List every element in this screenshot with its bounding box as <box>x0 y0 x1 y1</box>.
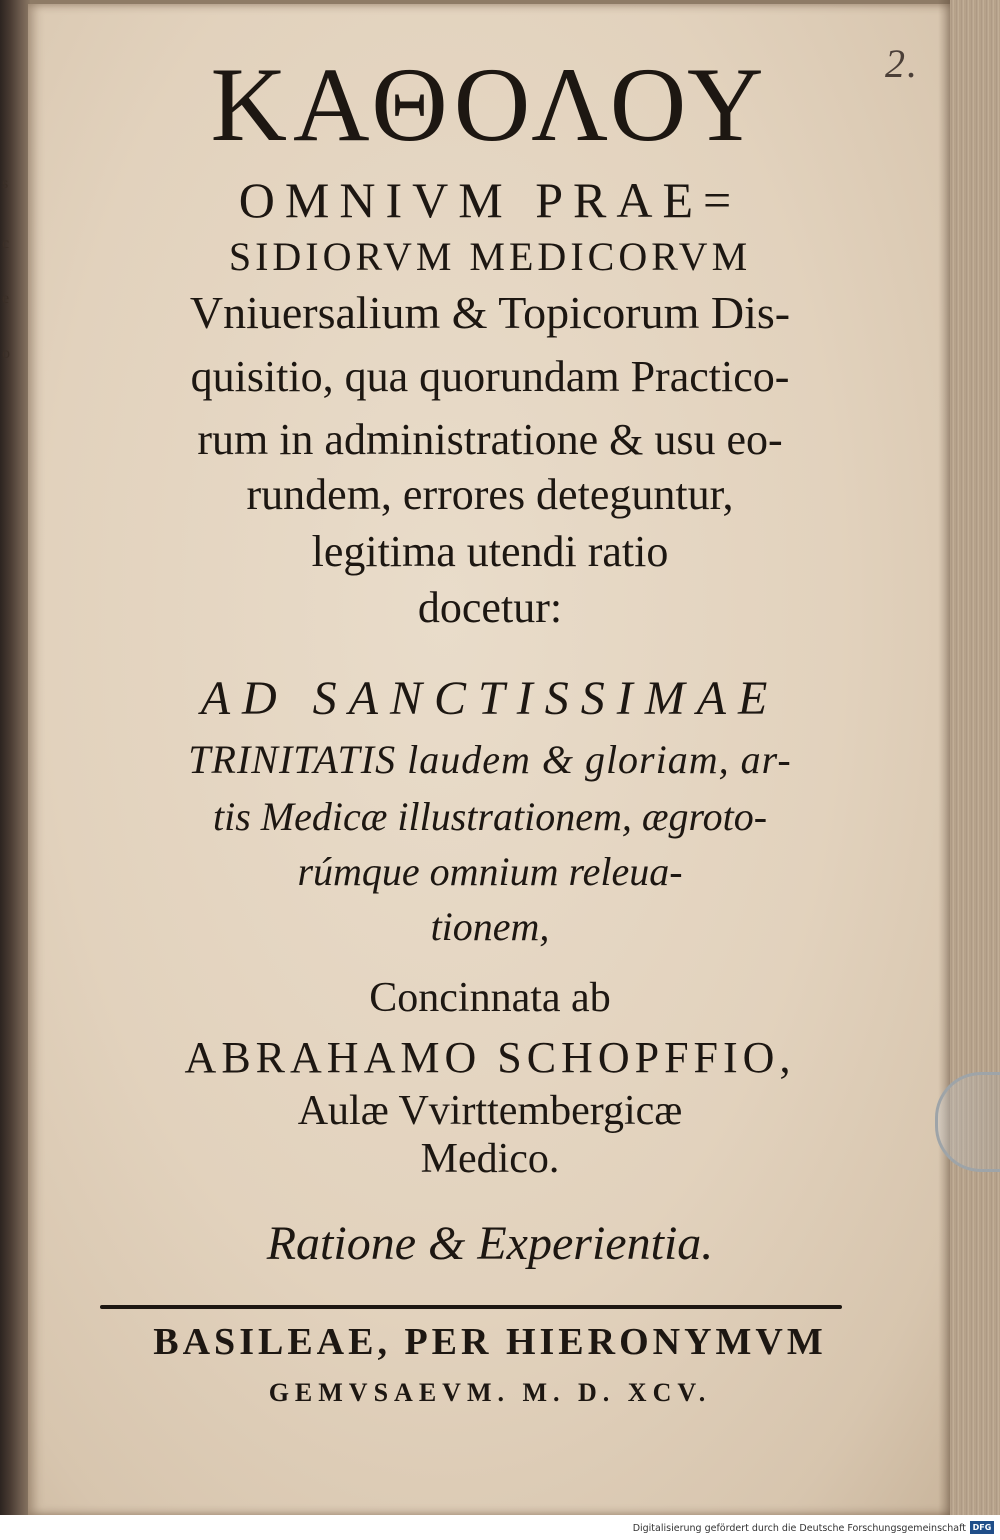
author-name: ABRAHAMO SCHOPFFIO, <box>184 1033 796 1082</box>
digitization-footer <box>0 1515 1000 1540</box>
title-line-7: legitima utendi ratio <box>311 527 669 576</box>
imprint-line-1: BASILEAE, PER HIERONYMVM <box>153 1321 827 1363</box>
dedication-line-1: AD SANCTISSIMAE <box>200 672 780 725</box>
dedication-line-2: TRINITATIS laudem & gloriam, ar- <box>188 737 792 782</box>
title-line-2: SIDIORVM MEDICORVM <box>228 234 752 279</box>
title-line-8: docetur: <box>417 583 563 632</box>
binding-scrap: o <box>2 345 10 362</box>
right-page-edges <box>950 0 1000 1515</box>
binding-scrap: s <box>2 175 9 192</box>
author-line-1: Concinnata ab <box>369 975 611 1021</box>
dedication-line-3: tis Medicæ illustrationem, ægroto- <box>212 794 768 839</box>
title-line-3: Vniuersalium & Topicorum Dis- <box>189 287 791 338</box>
title-line-6: rundem, errores deteguntur, <box>246 470 734 519</box>
title-line-5: rum in administratione & usu eo- <box>197 415 783 464</box>
binding-scrap: c <box>2 235 10 252</box>
dedication-line-4: rúmque omnium releua- <box>297 849 683 894</box>
author-line-3: Aulæ Vvirttembergicæ <box>297 1088 683 1134</box>
title-line-4: quisitio, qua quorundam Practico- <box>190 352 790 401</box>
folio-number: 2. <box>885 41 919 86</box>
imprint-line-2: GEMVSAEVM. M. D. XCV. <box>268 1378 712 1407</box>
left-binding-edge <box>0 0 30 1515</box>
dfg-logo: DFG <box>970 1521 994 1534</box>
title-line-1: OMNIVM PRAE= <box>238 172 742 228</box>
motto: Ratione & Experientia. <box>266 1217 714 1270</box>
binding-scrap: e <box>2 290 10 307</box>
dedication-line-5: tionem, <box>430 904 550 949</box>
digitization-credit: Digitalisierung gefördert durch die Deutsche Forschungsgemeinschaft <box>632 1523 966 1534</box>
greek-title: ΚΑΘΟΛΟΥ <box>210 46 770 163</box>
horizontal-rule <box>100 1305 842 1309</box>
author-line-4: Medico. <box>420 1136 560 1182</box>
